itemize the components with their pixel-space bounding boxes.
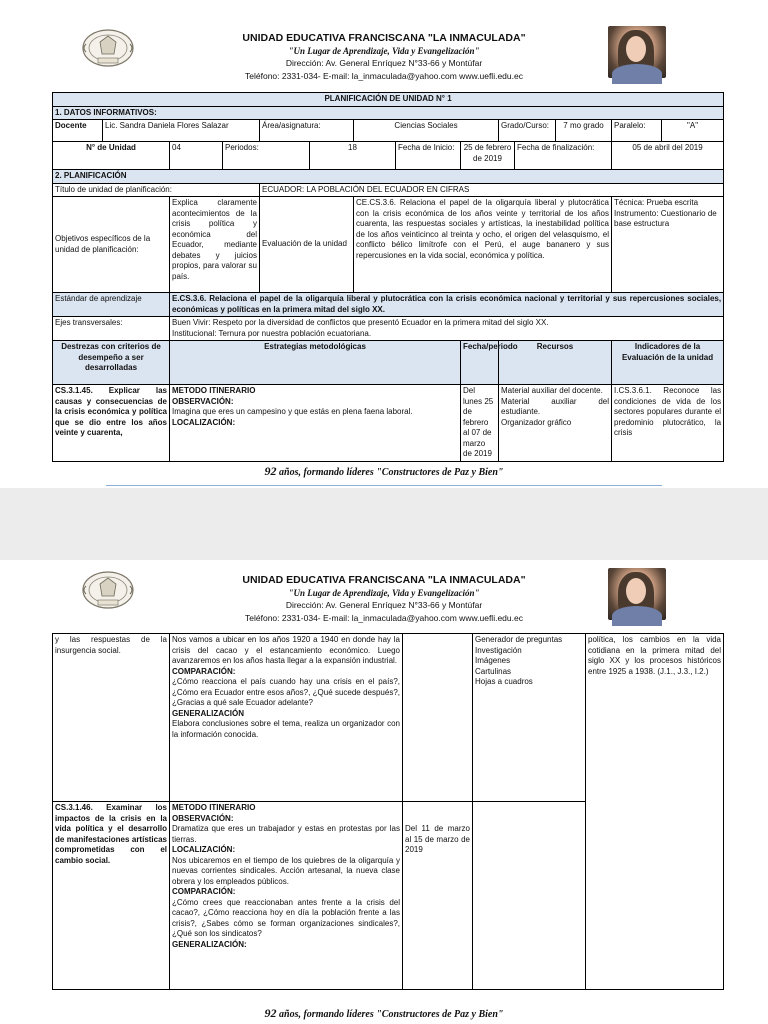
row1-destreza: CS.3.1.45. Explicar las causas y consecuencias de la crisis económica y política que se dio entre los años veinte y cuarenta, xyxy=(53,385,170,462)
section-datos: 1. DATOS INFORMATIVOS: xyxy=(53,106,724,120)
row2-fecha: Del 11 de marzo al 15 de marzo de 2019 xyxy=(403,802,473,990)
unidad-value: 04 xyxy=(170,142,223,170)
periodos-value: 18 xyxy=(310,142,396,170)
col-indicadores: Indicadores de la Evaluación de la unidad xyxy=(612,341,724,385)
school-address: Dirección: Av. General Enríquez N°33-66 y Montúfar xyxy=(285,58,483,68)
inicio-label: Fecha de Inicio: xyxy=(396,142,461,170)
area-value: Ciencias Sociales xyxy=(354,120,499,142)
cont-indicador: política, los cambios en la vida cotidiana en la primera mitad del siglo XX y los procesos históricos entre 1925 a 1938. (J.1., J.3., I.2.) xyxy=(586,634,724,990)
planning-table-continued xyxy=(52,633,724,990)
tecnica-text: Técnica: Prueba escrita xyxy=(614,198,699,207)
evaluacion-label: Evaluación de la unidad xyxy=(260,197,354,293)
periodos-label: Periodos: xyxy=(223,142,310,170)
ejes-label: Ejes transversales: xyxy=(53,317,170,341)
unidad-label: N° de Unidad xyxy=(53,142,170,170)
row1-recursos: Material auxiliar del docente. Material auxiliar del estudiante. Organizador gráfico xyxy=(499,385,612,462)
page2-footer: 92 años, formando líderes "Constructores de Paz y Bien" xyxy=(264,1006,504,1020)
docente-value: Lic. Sandra Daniela Flores Salazar xyxy=(103,120,260,142)
titulo-value: ECUADOR: LA POBLACIÓN DEL ECUADOR EN CIFRAS xyxy=(260,183,724,197)
tecnica-cell xyxy=(612,197,724,293)
col-fecha: Fecha/periodo xyxy=(461,341,499,385)
paralelo-value: "A" xyxy=(662,120,724,142)
objetivos-label: Objetivos específicos de la unidad de planificación: xyxy=(53,197,170,293)
page1-footer-rule xyxy=(106,485,662,486)
school-motto: "Un Lugar de Aprendizaje, Vida y Evangelización" xyxy=(288,46,480,56)
school-name: UNIDAD EDUCATIVA FRANCISCANA "LA INMACULADA" xyxy=(242,32,526,44)
cont-estrategias: Nos vamos a ubicar en los años 1920 a 1940 en donde hay la crisis del cacao y el estancamiento económico. Luego avanzaremos en los años hasta llegar a la expansión industrial. COMPARACIÓN: ¿Cómo reacciona el país cuando hay una crisis en el país?, ¿Cómo era Ecuador entre esos años?, ¿Qué sucede después?, ¿Gracias a qué sale Ecuador adelante? GENERALIZACIÓN Elabora conclusiones sobre el tema, realiza un organizador con la información conocida. xyxy=(170,634,403,802)
col-destrezas: Destrezas con criterios de desempeño a ser desarrolladas xyxy=(53,341,170,385)
school-motto: "Un Lugar de Aprendizaje, Vida y Evangelización" xyxy=(288,588,480,598)
page-gap xyxy=(0,488,768,560)
inicio-value: 25 de febrero de 2019 xyxy=(461,142,515,170)
row1-fecha: Del lunes 25 de febrero al 07 de marzo de 2019 xyxy=(461,385,499,462)
cont-fecha xyxy=(403,634,473,802)
area-label: Área/asignatura: xyxy=(260,120,354,142)
row1-estrategias: METODO ITINERARIO OBSERVACIÓN: Imagina que eres un campesino y que estás en plena faena laboral. LOCALIZACIÓN: xyxy=(170,385,461,462)
grado-label: Grado/Curso: xyxy=(499,120,556,142)
estandar-value: E.CS.3.6. Relaciona el papel de la oligarquía liberal y plutocrática con la crisis económica nacional y territorial y sus repercusiones sociales, económicas y políticas en la primera mitad del siglo XX. xyxy=(170,293,724,317)
page1-header xyxy=(0,30,768,88)
ejes-buen-vivir: Buen Vivir: Respeto por la diversidad de conflictos que presentó Ecuador en la primera mitad del siglo XX. xyxy=(172,318,549,327)
ejes-institucional: Institucional: Ternura por nuestra población ecuatoriana. xyxy=(172,328,372,338)
grado-value: 7 mo grado xyxy=(556,120,612,142)
section-planificacion: 2. PLANIFICACIÓN xyxy=(53,170,724,184)
page2-header xyxy=(0,572,768,630)
planning-table xyxy=(52,92,724,462)
col-estrategias: Estrategias metodológicas xyxy=(170,341,461,385)
virgin-portrait xyxy=(608,26,666,78)
cont-recursos: Generador de preguntas Investigación Imágenes Cartulinas Hojas a cuadros xyxy=(473,634,586,802)
page1-footer: 92 años, formando líderes "Constructores de Paz y Bien" xyxy=(264,464,504,478)
virgin-portrait xyxy=(608,568,666,620)
school-contact: Teléfono: 2331-034- E-mail: la_inmaculada@yahoo.com www.uefli.edu.ec xyxy=(245,613,523,623)
paralelo-label: Paralelo: xyxy=(612,120,662,142)
school-name: UNIDAD EDUCATIVA FRANCISCANA "LA INMACULADA" xyxy=(242,574,526,586)
instrumento-text: Instrumento: Cuestionario de base estructura xyxy=(614,208,717,228)
row2-estrategias: METODO ITINERARIO OBSERVACIÓN: Dramatiza que eres un trabajador y estas en protestas por las tierras. LOCALIZACIÓN: Nos ubicaremos en el tiempo de los quiebres de la oligarquía y nuevas corrientes sindicales. Acción artesanal, la nueva clase obrera y los empleados públicos. COMPARACIÓN: ¿Cómo crees que reaccionaban antes frente a la crisis del cacao?, ¿Cómo reacciona hoy en día la población frente a las crisis?, ¿Sabes cómo se forman organizaciones sindicales?, ¿Qué son los sindicatos? GENERALIZACIÓN: xyxy=(170,802,403,990)
plan-title: PLANIFICACIÓN DE UNIDAD N° 1 xyxy=(53,93,724,107)
fin-value: 05 de abril del 2019 xyxy=(612,142,724,170)
criterio-evaluacion: CE.CS.3.6. Relaciona el papel de la oligarquía liberal y plutocrática con la crisis económica de los años veinte y territorial de los años cuarenta, las respuestas sociales y artísticas, la inestabilidad política de los años veinticinco al treinta y ocho, el origen del velasquismo, el conflicto bélico limítrofe con el Perú, el auge bananero y sus repercusiones en la vida social, económica y política. xyxy=(354,197,612,293)
school-address: Dirección: Av. General Enríquez N°33-66 y Montúfar xyxy=(285,600,483,610)
docente-label: Docente xyxy=(53,120,103,142)
col-recursos: Recursos xyxy=(499,341,612,385)
estandar-label: Estándar de aprendizaje xyxy=(53,293,170,317)
objetivos-value: Explica claramente acontecimientos de la crisis política y económica del Ecuador, mediante debates y juicios propios, para valorar su país. xyxy=(170,197,260,293)
ejes-cell xyxy=(170,317,724,341)
row1-indicador: I.CS.3.6.1. Reconoce las condiciones de vida de los sectores populares durante el predominio plutocrático, la crisis xyxy=(612,385,724,462)
row2-recursos xyxy=(473,802,586,990)
row2-destreza: CS.3.1.46. Examinar los impactos de la crisis en la vida política y el desarrollo de manifestaciones artísticas comprometidas con el cambio social. xyxy=(53,802,170,990)
titulo-label: Título de unidad de planificación: xyxy=(53,183,260,197)
cont-destreza: y las respuestas de la insurgencia social. xyxy=(53,634,170,802)
school-contact: Teléfono: 2331-034- E-mail: la_inmaculada@yahoo.com www.uefli.edu.ec xyxy=(245,71,523,81)
fin-label: Fecha de finalización: xyxy=(515,142,612,170)
